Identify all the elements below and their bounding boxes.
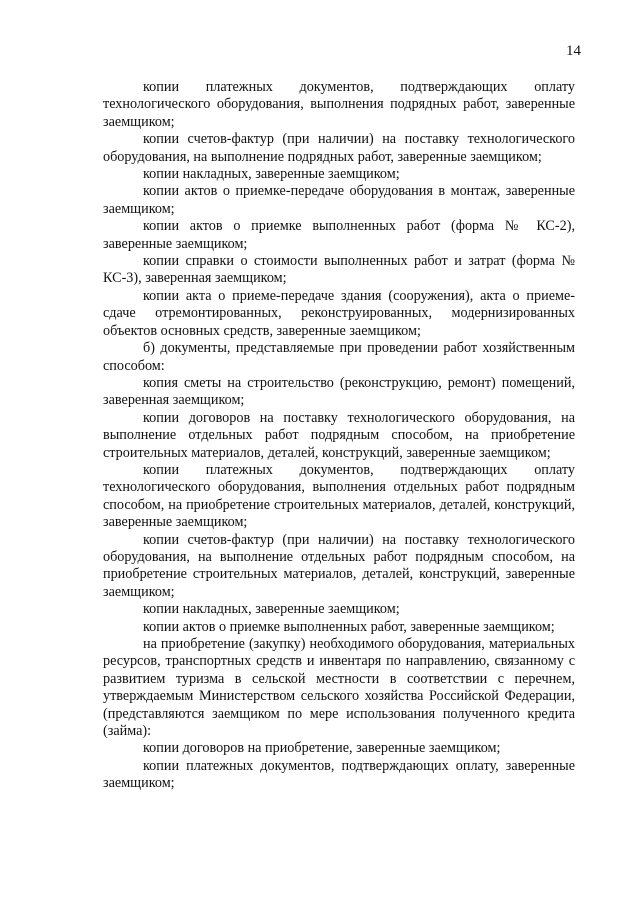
paragraph: на приобретение (закупку) необходимого оборудования, материальных ресурсов, транспортных средств и инвентаря по направлению, связанному с развитием туризма в сельской местности в соответствии с перечнем, утверждаемым Министерством сельского хозяйства Российской Федерации, (представляются заемщиком по мере использования полученного кредита (займа): [103, 636, 575, 740]
paragraph: копии актов о приемке выполненных работ, заверенные заемщиком; [143, 618, 555, 635]
paragraph: копии акта о приеме-передаче здания (сооружения), акта о приеме-сдаче отремонтированных, реконструированных, модернизированных объектов основных средств, заверенные заемщиком; [103, 287, 575, 339]
paragraph: копии счетов-фактур (при наличии) на поставку технологического оборудования, на выполнение отдельных работ подрядным способом, на приобретение строительных материалов, деталей, конструкций, заверенные заемщиком; [103, 531, 575, 600]
paragraph: копии справки о стоимости выполненных работ и затрат (форма № КС-3), заверенная заемщиком; [103, 253, 575, 287]
paragraph: копии договоров на приобретение, заверенные заемщиком; [143, 740, 501, 757]
paragraph: копии платежных документов, подтверждающих оплату, заверенные заемщиком; [103, 757, 575, 792]
paragraph: копии накладных, заверенные заемщиком; [143, 166, 400, 183]
page-number: 14 [566, 43, 581, 59]
paragraph: копии накладных, заверенные заемщиком; [143, 601, 400, 618]
body-text [103, 79, 575, 793]
section-b-heading: б) документы, представляемые при проведении работ хозяйственным способом: [103, 340, 575, 374]
paragraph: копии актов о приемке выполненных работ (форма № КС-2), заверенные заемщиком; [103, 218, 575, 252]
paragraph: копия сметы на строительство (реконструкцию, ремонт) помещений, заверенная заемщиком; [103, 374, 575, 409]
paragraph: копии актов о приемке-передаче оборудования в монтаж, заверенные заемщиком; [103, 183, 575, 217]
paragraph: копии договоров на поставку технологического оборудования, на выполнение отдельных работ подрядным способом, на приобретение строительных материалов, деталей, конструкций, заверенные заемщиком; [103, 409, 575, 461]
paragraph: копии платежных документов, подтверждающих оплату технологического оборудования, выполнения отдельных работ подрядным способом, на приобретение строительных материалов, деталей, конструкций, заверенные заемщиком; [103, 461, 575, 531]
paragraph: копии платежных документов, подтверждающих оплату технологического оборудования, выполнения подрядных работ, заверенные заемщиком; [103, 79, 575, 130]
paragraph: копии счетов-фактур (при наличии) на поставку технологического оборудования, на выполнение подрядных работ, заверенные заемщиком; [103, 131, 575, 165]
